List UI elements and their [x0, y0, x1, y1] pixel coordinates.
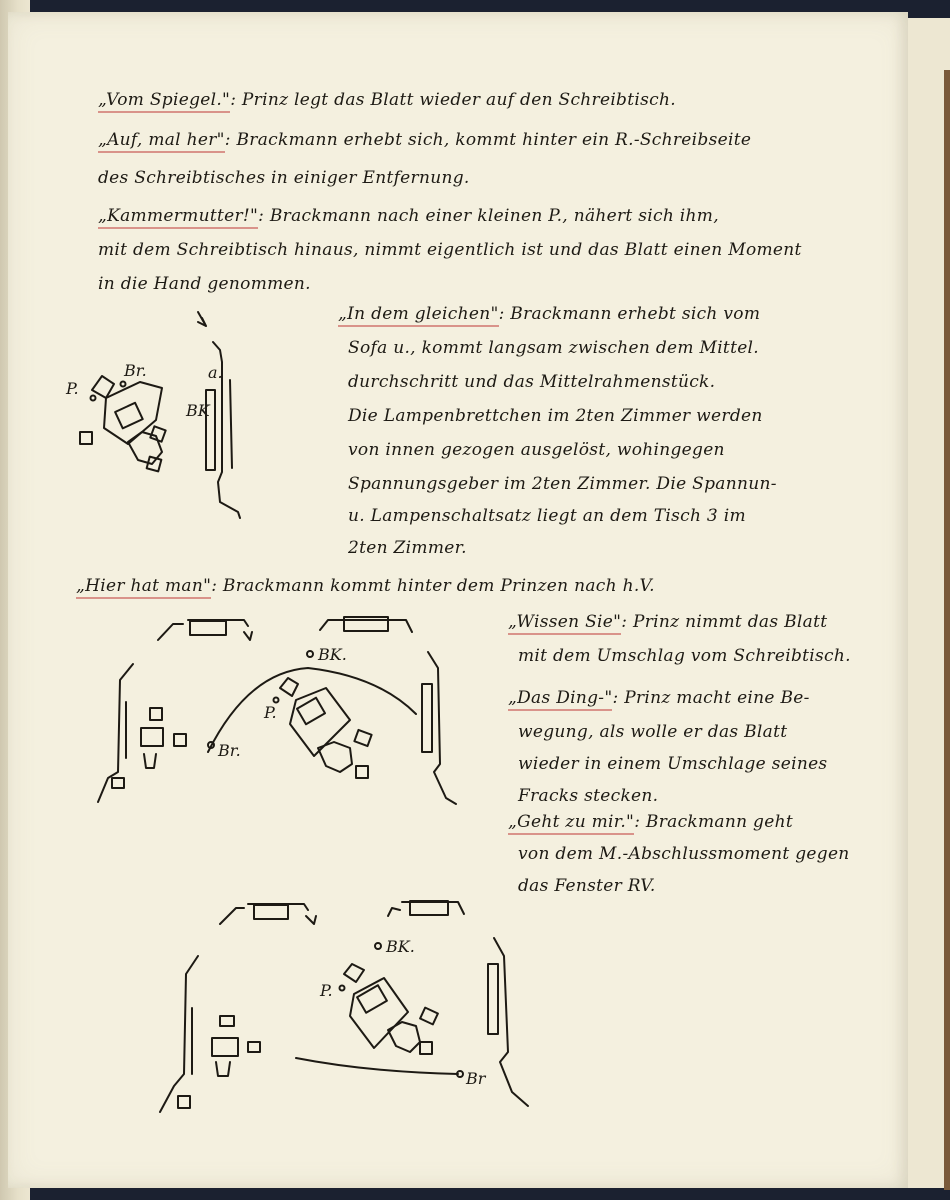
label-prinz: P.	[66, 379, 79, 398]
note-text: Spannungsgeber im 2ten Zimmer. Die Spannun-	[348, 474, 777, 494]
table-shape	[212, 1038, 238, 1056]
chair-shape	[144, 754, 156, 768]
note-text: : Brackmann nach einer kleinen P., nähert sich ihm,	[258, 206, 719, 226]
wall-line	[98, 664, 133, 802]
cue-phrase: „Hier hat man"	[76, 576, 211, 599]
flat-marker	[388, 908, 400, 916]
note-text: Die Lampenbrettchen im 2ten Zimmer werden	[348, 406, 763, 426]
stage-diagram-2	[98, 617, 456, 804]
note-text: wieder in einem Umschlage seines	[518, 754, 828, 774]
movement-path	[208, 668, 416, 752]
flat-backwall	[158, 620, 248, 640]
flat-rect	[254, 905, 288, 919]
label-a: a.	[208, 363, 223, 382]
label-bk: BK	[186, 401, 210, 420]
stage-diagrams	[8, 12, 908, 1188]
note-text: : Brackmann erhebt sich vom	[498, 304, 761, 324]
note-text: von dem M.-Abschlussmoment gegen	[518, 844, 850, 864]
flat-marker	[306, 916, 316, 924]
note-text: : Brackmann kommt hinter dem Prinzen nach h.V.	[211, 576, 655, 596]
note-text: : Prinz macht eine Be-	[612, 688, 810, 708]
stool-shape	[354, 730, 371, 746]
label-brackmann: Br.	[124, 361, 147, 380]
stool-shape	[420, 1042, 432, 1054]
note-text: in die Hand genommen.	[98, 274, 311, 294]
flat-backwall	[402, 902, 464, 914]
table-shape	[388, 1022, 420, 1052]
wall-line	[494, 938, 528, 1106]
movement-path	[296, 1058, 458, 1074]
note-text: Fracks stecken.	[518, 786, 659, 806]
flat-rect	[410, 901, 448, 915]
position-dot	[375, 943, 381, 949]
chair-shape	[216, 1062, 230, 1076]
arrow-marker	[198, 312, 206, 326]
note-text: durchschritt und das Mittelrahmenstück.	[348, 372, 716, 392]
note-text: : Prinz legt das Blatt wieder auf den Schreibtisch.	[230, 90, 676, 110]
note-text: das Fenster RV.	[518, 876, 656, 896]
note-text: des Schreibtisches in einiger Entfernung.	[98, 168, 470, 188]
stool-shape	[356, 766, 368, 778]
stool-shape	[220, 1016, 234, 1026]
table-shape	[115, 403, 143, 429]
flat-backwall	[220, 904, 308, 924]
stool-shape	[174, 734, 186, 746]
label-prinz: P.	[320, 981, 333, 1000]
position-dot	[307, 651, 313, 657]
note-text: : Brackmann geht	[634, 812, 793, 832]
note-text: 2ten Zimmer.	[348, 538, 467, 558]
stool-shape	[150, 708, 162, 720]
stool-shape	[150, 426, 165, 441]
label-bk: BK.	[386, 937, 415, 956]
note-text: : Brackmann erhebt sich, kommt hinter ein R.-Schreibseite	[224, 130, 752, 150]
note-text: mit dem Schreibtisch hinaus, nimmt eigentlich ist und das Blatt einen Moment	[98, 240, 802, 260]
position-dot	[457, 1071, 463, 1077]
chair-shape	[344, 964, 364, 982]
flat-rect	[190, 621, 226, 635]
manuscript-page	[8, 12, 908, 1188]
note-text: u. Lampenschaltsatz liegt an dem Tisch 3 im	[348, 506, 746, 526]
doorway-frame	[488, 964, 498, 1034]
table-shape	[318, 742, 352, 772]
table-shape	[297, 698, 325, 725]
doorway-frame	[422, 684, 432, 752]
note-text: wegung, als wolle er das Blatt	[518, 722, 788, 742]
cue-phrase: „Kammermutter!"	[98, 206, 258, 229]
note-text: Sofa u., kommt langsam zwischen dem Mittel.	[348, 338, 759, 358]
wall-line	[230, 380, 232, 468]
stage-diagram-1	[80, 312, 240, 518]
flat-marker	[244, 632, 252, 640]
position-dot	[91, 396, 96, 401]
note-text: von innen gezogen ausgelöst, wohingegen	[348, 440, 725, 460]
note-text: : Prinz nimmt das Blatt	[621, 612, 828, 632]
table-shape	[141, 728, 163, 746]
label-bk: BK.	[318, 645, 347, 664]
cue-phrase: „Vom Spiegel."	[98, 90, 230, 113]
cue-phrase: „Auf, mal her"	[98, 130, 225, 153]
label-brackmann: Br	[466, 1069, 486, 1088]
label-prinz: P.	[264, 703, 277, 722]
stool-shape	[420, 1008, 438, 1025]
chair-shape	[280, 678, 298, 696]
sofa-shape	[290, 688, 350, 756]
cue-phrase: „In dem gleichen"	[338, 304, 499, 327]
cue-phrase: „Geht zu mir."	[508, 812, 634, 835]
stool-shape	[248, 1042, 260, 1052]
cue-phrase: „Das Ding-"	[508, 688, 612, 711]
label-brackmann: Br.	[218, 741, 241, 760]
book-cover-edge	[944, 70, 950, 1190]
stool-shape	[112, 778, 124, 788]
position-dot	[340, 986, 345, 991]
position-dot	[274, 698, 279, 703]
note-text: mit dem Umschlag vom Schreibtisch.	[518, 646, 851, 666]
position-dot	[121, 382, 126, 387]
cue-phrase: „Wissen Sie"	[508, 612, 621, 635]
stool-shape	[178, 1096, 190, 1108]
stool-shape	[80, 432, 92, 444]
